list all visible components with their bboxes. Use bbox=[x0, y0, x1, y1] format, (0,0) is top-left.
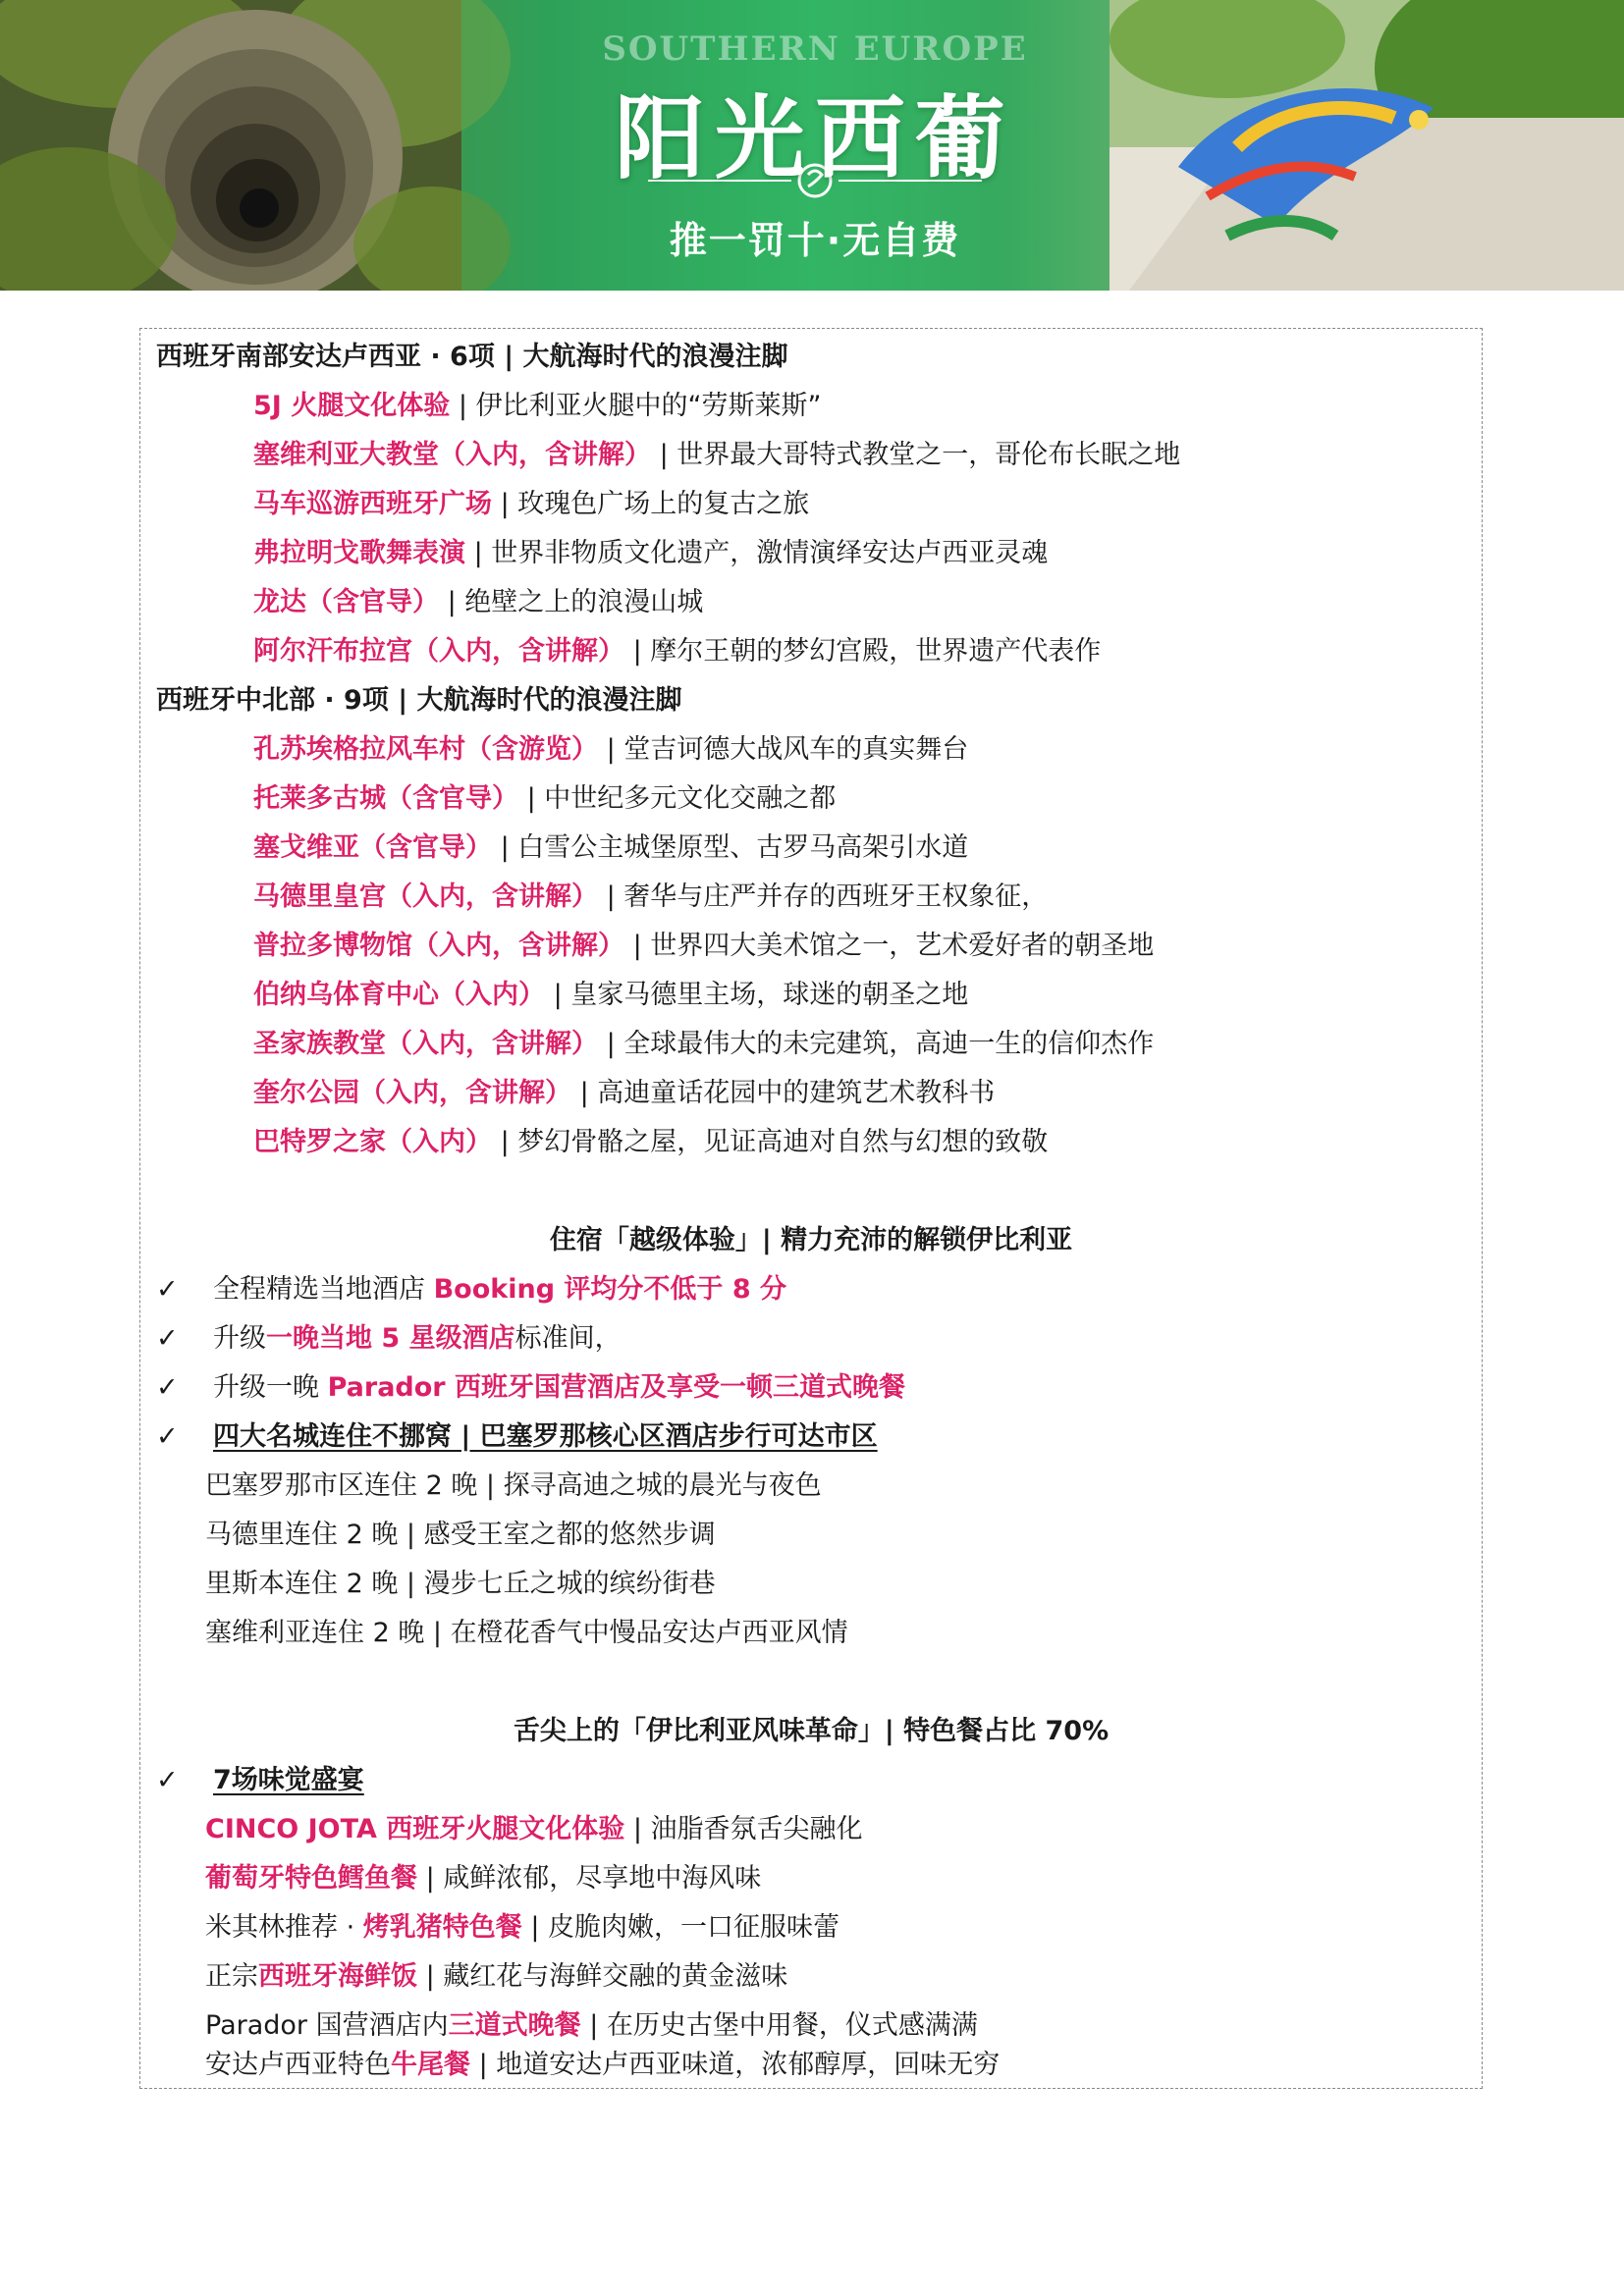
meal-highlight: 烤乳猪特色餐 bbox=[362, 1912, 522, 1943]
item-desc: 绝壁之上的浪漫山城 bbox=[464, 587, 704, 617]
stay-item: 塞维利亚连住 2 晚 | 在橙花香气中慢品安达卢西亚风情 bbox=[205, 1618, 848, 1648]
list-item: 阿尔汗布拉宫（入内，含讲解） | 摩尔王朝的梦幻宫殿，世界遗产代表作 bbox=[253, 636, 1102, 667]
meal-highlight: 西班牙海鲜饭 bbox=[258, 1961, 417, 1992]
meal-prefix: 正宗 bbox=[205, 1961, 258, 1992]
list-item: 孔苏埃格拉风车村（含游览） | 堂吉诃德大战风车的真实舞台 bbox=[253, 734, 969, 765]
list-item: 马车巡游西班牙广场 | 玫瑰色广场上的复古之旅 bbox=[253, 489, 810, 519]
list-item: 巴特罗之家（入内） | 梦幻骨骼之屋，见证高迪对自然与幻想的致敬 bbox=[253, 1127, 1049, 1157]
item-desc: 中世纪多元文化交融之都 bbox=[544, 783, 837, 814]
item-name: 塞戈维亚（含官导） bbox=[253, 832, 492, 863]
item-desc: 全球最伟大的未完建筑，高迪一生的信仰杰作 bbox=[623, 1029, 1155, 1059]
list-item: 塞维利亚大教堂（入内，含讲解） | 世界最大哥特式教堂之一，哥伦布长眠之地 bbox=[253, 440, 1181, 470]
banner-tagline: 推一罚十·无自费 bbox=[669, 219, 961, 262]
check-icon: ✓ bbox=[156, 1765, 179, 1795]
section-title: 西班牙中北部 · 9项 | 大航海时代的浪漫注脚 bbox=[156, 685, 682, 716]
item-desc: 摩尔王朝的梦幻宫殿，世界遗产代表作 bbox=[650, 636, 1102, 667]
item-name: 托莱多古城（含官导） bbox=[253, 783, 518, 814]
point-highlight: Parador 西班牙国营酒店及享受一顿三道式晚餐 bbox=[327, 1372, 906, 1403]
point-text: 全程精选当地酒店 bbox=[213, 1274, 434, 1305]
meal-desc: | 藏红花与海鲜交融的黄金滋味 bbox=[417, 1961, 788, 1992]
meal-item bbox=[205, 1903, 839, 1952]
item-name: 奎尔公园（入内，含讲解） bbox=[253, 1078, 571, 1108]
check-icon: ✓ bbox=[156, 1372, 179, 1403]
banner-subtitle: SOUTHERN EUROPE bbox=[602, 29, 1028, 69]
hotel-point bbox=[156, 1265, 786, 1314]
meal-item bbox=[205, 1805, 863, 1854]
item-name: 龙达（含官导） bbox=[253, 587, 439, 617]
meal-prefix: 米其林推荐 · bbox=[205, 1912, 363, 1943]
list-item: 奎尔公园（入内，含讲解） | 高迪童话花园中的建筑艺术教科书 bbox=[253, 1078, 996, 1108]
item-name: 5J 火腿文化体验 bbox=[253, 391, 451, 421]
item-name: 弗拉明戈歌舞表演 bbox=[253, 538, 465, 568]
list-item: 伯纳乌体育中心（入内） | 皇家马德里主场，球迷的朝圣之地 bbox=[253, 980, 969, 1010]
point-heading: 四大名城连住不挪窝 | 巴塞罗那核心区酒店步行可达市区 bbox=[213, 1421, 878, 1452]
item-name: 马德里皇宫（入内，含讲解） bbox=[253, 881, 598, 912]
stay-item: 巴塞罗那市区连住 2 晚 | 探寻高迪之城的晨光与夜色 bbox=[205, 1470, 822, 1501]
point-text: 升级 bbox=[213, 1323, 266, 1354]
food-heading-text: 7场味觉盛宴 bbox=[213, 1765, 364, 1795]
header-banner bbox=[0, 0, 1624, 291]
stay-item: 里斯本连住 2 晚 | 漫步七丘之城的缤纷街巷 bbox=[205, 1569, 716, 1599]
item-desc: 高迪童话花园中的建筑艺术教科书 bbox=[597, 1078, 996, 1108]
item-desc: 玫瑰色广场上的复古之旅 bbox=[517, 489, 810, 519]
meal-prefix: 安达卢西亚特色 bbox=[205, 2050, 391, 2080]
item-desc: 皇家马德里主场，球迷的朝圣之地 bbox=[570, 980, 969, 1010]
point-text: 升级一晚 bbox=[213, 1372, 328, 1403]
point-highlight: Booking 评均分不低于 8 分 bbox=[433, 1274, 787, 1305]
item-name: 马车巡游西班牙广场 bbox=[253, 489, 492, 519]
item-desc: 梦幻骨骼之屋，见证高迪对自然与幻想的致敬 bbox=[517, 1127, 1049, 1157]
list-item: 弗拉明戈歌舞表演 | 世界非物质文化遗产，激情演绎安达卢西亚灵魂 bbox=[253, 538, 1049, 568]
item-name: 塞维利亚大教堂（入内，含讲解） bbox=[253, 440, 651, 470]
meal-highlight: CINCO JOTA 西班牙火腿文化体验 bbox=[205, 1814, 625, 1844]
list-item: 普拉多博物馆（入内，含讲解） | 世界四大美术馆之一，艺术爱好者的朝圣地 bbox=[253, 931, 1155, 961]
meal-highlight: 牛尾餐 bbox=[391, 2050, 470, 2080]
meal-desc: | 油脂香氛舌尖融化 bbox=[624, 1814, 863, 1844]
item-desc: 奢华与庄严并存的西班牙王权象征， bbox=[623, 881, 1049, 912]
list-item: 马德里皇宫（入内，含讲解） | 奢华与庄严并存的西班牙王权象征， bbox=[253, 881, 1049, 912]
item-name: 普拉多博物馆（入内，含讲解） bbox=[253, 931, 624, 961]
item-name: 孔苏埃格拉风车村（含游览） bbox=[253, 734, 598, 765]
point-highlight: 一晚当地 5 星级酒店 bbox=[266, 1323, 515, 1354]
item-desc: 世界四大美术馆之一，艺术爱好者的朝圣地 bbox=[650, 931, 1155, 961]
list-item: 龙达（含官导） | 绝壁之上的浪漫山城 bbox=[253, 587, 704, 617]
hotel-point bbox=[156, 1363, 905, 1413]
meal-item bbox=[205, 1952, 787, 2002]
list-item: 圣家族教堂（入内，含讲解） | 全球最伟大的未完建筑，高迪一生的信仰杰作 bbox=[253, 1029, 1155, 1059]
food-section-title: 舌尖上的「伊比利亚风味革命」| 特色餐占比 70% bbox=[513, 1716, 1110, 1746]
check-icon: ✓ bbox=[156, 1421, 179, 1452]
check-icon: ✓ bbox=[156, 1323, 179, 1354]
item-desc: 伊比利亚火腿中的“劳斯莱斯” bbox=[475, 391, 822, 421]
meal-desc: | 咸鲜浓郁，尽享地中海风味 bbox=[417, 1863, 762, 1894]
list-item: 塞戈维亚（含官导） | 白雪公主城堡原型、古罗马高架引水道 bbox=[253, 832, 969, 863]
meal-highlight: 葡萄牙特色鳕鱼餐 bbox=[205, 1863, 417, 1894]
item-name: 阿尔汗布拉宫（入内，含讲解） bbox=[253, 636, 624, 667]
meal-desc: | 在历史古堡中用餐，仪式感满满 bbox=[580, 2010, 978, 2041]
check-icon: ✓ bbox=[156, 1274, 179, 1305]
meal-item bbox=[205, 2041, 1000, 2090]
meal-item bbox=[205, 1854, 761, 1903]
item-desc: 世界非物质文化遗产，激情演绎安达卢西亚灵魂 bbox=[491, 538, 1049, 568]
item-desc: 白雪公主城堡原型、古罗马高架引水道 bbox=[517, 832, 969, 863]
section-title: 西班牙南部安达卢西亚 · 6项 | 大航海时代的浪漫注脚 bbox=[156, 342, 788, 372]
point-text: 标准间， bbox=[514, 1323, 622, 1354]
item-name: 巴特罗之家（入内） bbox=[253, 1127, 492, 1157]
meal-desc: | 地道安达卢西亚味道，浓郁醇厚，回味无穷 bbox=[470, 2050, 1001, 2080]
meal-desc: | 皮脆肉嫩，一口征服味蕾 bbox=[521, 1912, 840, 1943]
hotel-point bbox=[156, 1413, 878, 1462]
list-item: 5J 火腿文化体验 | 伊比利亚火腿中的“劳斯莱斯” bbox=[253, 391, 822, 421]
food-heading bbox=[156, 1756, 364, 1805]
hotel-point bbox=[156, 1314, 622, 1363]
banner-title: 阳光西葡 bbox=[614, 85, 1015, 191]
meal-prefix: Parador 国营酒店内 bbox=[205, 2010, 449, 2041]
itinerary-box bbox=[139, 328, 1483, 2089]
hotel-section-title: 住宿「越级体验」| 精力充沛的解锁伊比利亚 bbox=[549, 1225, 1073, 1255]
item-desc: 堂吉诃德大战风车的真实舞台 bbox=[623, 734, 969, 765]
stay-item: 马德里连住 2 晚 | 感受王室之都的悠然步调 bbox=[205, 1520, 716, 1550]
item-desc: 世界最大哥特式教堂之一，哥伦布长眠之地 bbox=[677, 440, 1181, 470]
item-name: 圣家族教堂（入内，含讲解） bbox=[253, 1029, 598, 1059]
item-name: 伯纳乌体育中心（入内） bbox=[253, 980, 545, 1010]
meal-highlight: 三道式晚餐 bbox=[448, 2010, 581, 2041]
list-item: 托莱多古城（含官导） | 中世纪多元文化交融之都 bbox=[253, 783, 837, 814]
